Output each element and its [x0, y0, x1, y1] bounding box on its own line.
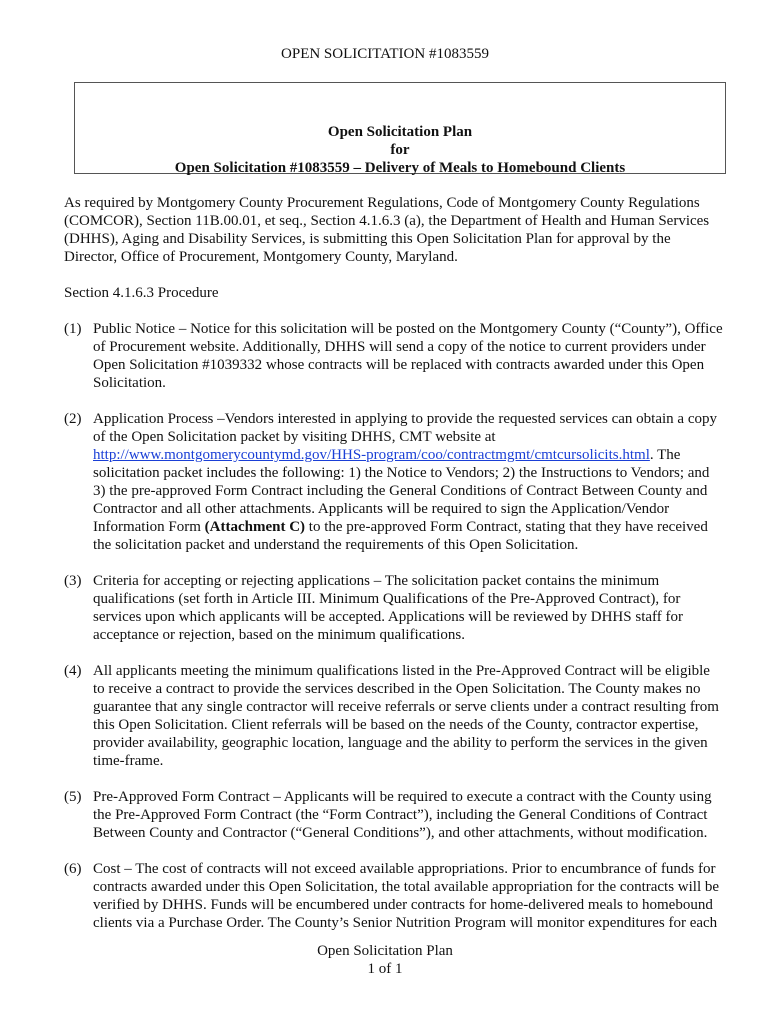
footer-title: Open Solicitation Plan	[317, 943, 453, 959]
item-number: (1)	[64, 321, 82, 337]
list-item-2	[64, 410, 724, 554]
item-number: (6)	[64, 861, 82, 877]
item-number: (5)	[64, 789, 82, 805]
list-item-6	[64, 860, 724, 932]
item-text-end: to the pre-approved Form Contract, stating that they have received the solicitation packet and understand the requirements of this Open Solicitation.	[93, 519, 708, 553]
list-item-3	[64, 572, 724, 644]
dhhs-cmt-website-link[interactable]: http://www.montgomerycountymd.gov/HHS-program/coo/contractmgmt/cmtcursolicits.html	[93, 447, 650, 463]
page-header: OPEN SOLICITATION #1083559	[281, 46, 489, 62]
list-item-4	[64, 662, 724, 770]
item-number: (3)	[64, 573, 82, 589]
title-box	[74, 82, 726, 174]
title-line-3: Open Solicitation #1083559 – Delivery of Meals to Homebound Clients	[174, 160, 626, 176]
item-text-before-link: Application Process –Vendors interested in applying to provide the requested services can obtain a copy of the Open Solicitation packet by visiting DHHS, CMT website at	[93, 411, 717, 445]
item-text: Public Notice – Notice for this solicitation will be posted on the Montgomery County (“County”), Office of Procurement website. Additionally, DHHS will send a copy of the notice to current providers under Open Solicitation #1039332 whose contracts will be replaced with contracts awarded under this Open Solicitation.	[93, 321, 723, 391]
item-text: Pre-Approved Form Contract – Applicants will be required to execute a contract with the County using the Pre-Approved Form Contract (the “Form Contract”), including the General Conditions of Contract Between County and Contractor (“General Conditions”), and other attachments, without modification.	[93, 789, 712, 841]
list-item-1	[64, 320, 724, 392]
attachment-c-label: (Attachment C)	[204, 519, 306, 535]
page-footer	[0, 942, 770, 978]
title-line-1: Open Solicitation Plan	[327, 124, 473, 140]
page-number: 1 of 1	[367, 961, 403, 977]
title-line-2: for	[390, 142, 410, 158]
item-text: Cost – The cost of contracts will not exceed available appropriations. Prior to encumbrance of funds for contracts awarded under this Open Solicitation, the total available appropriation for the contracts will be verified by DHHS. Funds will be encumbered under contracts for home-delivered meals to homebound clients via a Purchase Order. The County’s Senior Nutrition Program will monitor expenditures for each	[93, 861, 720, 931]
item-text-after-link: . The solicitation packet includes the following: 1) the Notice to Vendors; 2) the Instructions to Vendors; and 3) the pre-approved Form Contract including the General Conditions of Contract Between County and Contractor and all other attachments. Applicants will be required to sign the Application/Vendor Information Form	[93, 447, 710, 535]
item-text: Criteria for accepting or rejecting applications – The solicitation packet contains the minimum qualifications (set forth in Article III. Minimum Qualifications of the Pre-Approved Contract), for services upon which applicants will be accepted. Applications will be reviewed by DHHS staff for acceptance or rejection, based on the minimum qualifications.	[93, 573, 683, 643]
section-heading: Section 4.1.6.3 Procedure	[64, 285, 219, 301]
item-number: (2)	[64, 411, 82, 427]
list-item-5	[64, 788, 724, 842]
item-number: (4)	[64, 663, 82, 679]
document-body	[64, 194, 724, 950]
item-text: All applicants meeting the minimum qualifications listed in the Pre-Approved Contract will be eligible to receive a contract to provide the services described in the Open Solicitation. The County makes no guarantee that any single contractor will receive referrals or serve clients under a contract resulting from this Open Solicitation. Client referrals will be based on the needs of the County, contractor expertise, provider availability, geographic location, language and the ability to perform the services in the given time-frame.	[93, 663, 719, 769]
intro-paragraph: As required by Montgomery County Procurement Regulations, Code of Montgomery County Regulations (COMCOR), Section 11B.00.01, et seq., Section 4.1.6.3 (a), the Department of Health and Human Services (DHHS), Aging and Disability Services, is submitting this Open Solicitation Plan for approval by the Director, Office of Procurement, Montgomery County, Maryland.	[64, 195, 710, 265]
